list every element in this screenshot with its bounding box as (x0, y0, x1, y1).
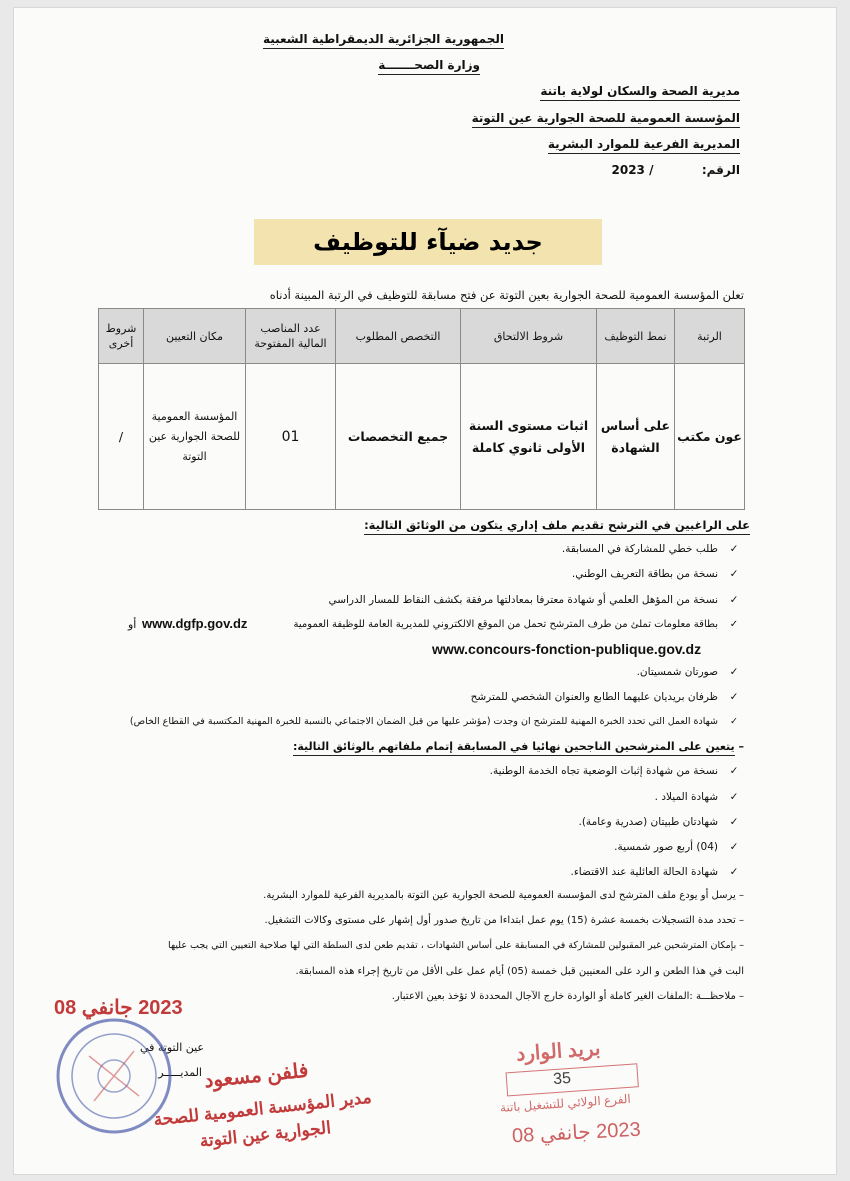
note-item: – يرسل أو يودع ملف المترشح لدى المؤسسة العمومية للصحة الجوارية عين التوتة بالمديرية الفرعية للموارد البشرية. (263, 890, 744, 901)
list-item: ✓شهادة الحالة العائلية عند الاقتضاء. (571, 866, 744, 878)
list-item: ✓نسخة من المؤهل العلمي أو شهادة معترفا بمعادلتها مرفقة بكشف النقاط للمسار الدراسي (328, 594, 744, 606)
reference-label: الرقم: (701, 163, 740, 177)
signature-place: عين التوتة في (139, 1041, 204, 1054)
mail-stamp-title: بريد الوارد (515, 1037, 602, 1066)
table-header-row (99, 309, 745, 364)
signature-director: المديـــــر (158, 1066, 202, 1079)
checkmark-icon: ✓ (729, 841, 739, 853)
list-item: ✓نسخة من شهادة إثبات الوضعية تجاه الخدمة الوطنية. (490, 765, 744, 777)
section2-title: – يتعين على المترشحين الناجحين نهائيا في المسابقة إتمام ملفاتهم بالوثائق التالية: (293, 740, 744, 753)
cell-positions-count: 01 (246, 364, 336, 510)
reference-value: / 2023 (611, 163, 654, 177)
checkmark-icon: ✓ (729, 866, 739, 878)
date-stamp-left: 2023 جانفي 08 (54, 997, 183, 1019)
cell-conditions: اثبات مستوى السنة الأولى ثانوي كاملة (461, 364, 597, 510)
list-item: ✓شهادة العمل التي تحدد الخبرة المهنية للمترشح ان وجدت (مؤشر عليها من قبل الضمان الاجتماعي بالنسبة للخبرة المهنية المكتسبة في القطاع الخاص) (130, 716, 744, 727)
url-or-text: أو (128, 618, 137, 631)
list-item: ✓بطاقة معلومات تملئ من طرف المترشح تحمل من الموقع الالكتروني للمديرية العامة للوظيفة العمومية (294, 619, 744, 630)
cell-other-conditions: / (99, 364, 144, 510)
list-item: ✓طلب خطي للمشاركة في المسابقة. (562, 543, 744, 555)
cell-assignment-place: المؤسسة العمومية للصحة الجوارية عين التوتة (144, 364, 246, 510)
checkmark-icon: ✓ (730, 716, 738, 727)
section1-title: على الراغبين في الترشح تقديم ملف إداري يتكون من الوثائق التالية: (364, 518, 750, 535)
checkmark-icon: ✓ (729, 568, 739, 580)
cell-specialty: جميع التخصصات (336, 364, 461, 510)
header-assignment-place: مكان التعيين (144, 309, 246, 364)
checkmark-icon: ✓ (729, 691, 739, 703)
intro-text: تعلن المؤسسة العمومية للصحة الجوارية بعين التوتة عن فتح مسابقة للتوظيف في الرتبة المبينة أدناه (269, 288, 744, 302)
document-page (14, 8, 836, 1174)
header-positions-count: عدد المناصب المالية المفتوحة (246, 309, 336, 364)
subdirectorate-heading: المديرية الفرعية للموارد البشرية (548, 137, 740, 154)
director-title-stamp: مدير المؤسسة العمومية للصحة الجوارية عين التوتة (152, 1087, 373, 1151)
ministry-heading: وزارة الصحـــــــة (378, 58, 480, 75)
checkmark-icon: ✓ (729, 543, 739, 555)
checkmark-icon: ✓ (729, 594, 739, 606)
checkmark-icon: ✓ (729, 791, 739, 803)
list-item: ✓ظرفان بريديان عليهما الطابع والعنوان الشخصي للمترشح (471, 691, 744, 703)
note-item: – تحدد مدة التسجيلات بخمسة عشرة (15) يوم عمل ابتداءا من تاريخ صدور أول إشهار على مستوى وكالات التشغيل. (264, 915, 744, 926)
url-dgfp: www.dgfp.gov.dz (142, 616, 248, 631)
mail-number: 35 (552, 1069, 572, 1089)
mail-stamp-org: الفرع الولائي للتشغيل باتنة (499, 1091, 632, 1115)
cell-grade: عون مكتب (675, 364, 745, 510)
header-recruitment-mode: نمط التوظيف (597, 309, 675, 364)
checkmark-icon: ✓ (729, 619, 739, 630)
header-specialty: التخصص المطلوب (336, 309, 461, 364)
list-item: ✓شهادتان طبيتان (صدرية وعامة). (579, 816, 745, 828)
note-item: – ملاحظـــة :الملفات الغير كاملة أو الواردة خارج الآجال المحددة لا تؤخذ بعين الاعتبار. (391, 991, 744, 1002)
checkmark-icon: ✓ (729, 666, 739, 678)
mail-number-box (506, 1063, 639, 1096)
note-item: – بإمكان المترشحين غير المقبولين للمشاركة في المسابقة على أساس الشهادات ، تقديم طعن لدى السلطة التي لها صلاحية التعيين التي يجب عليها (168, 940, 744, 951)
announcement-banner: جديد ضيآء للتوظيف (254, 219, 602, 265)
list-item: ✓نسخة من بطاقة التعريف الوطني. (572, 568, 744, 580)
mail-received-stamp (495, 1029, 700, 1123)
recruitment-table (98, 308, 745, 510)
director-name-stamp: فلفن مسعود (203, 1059, 310, 1093)
cell-recruitment-mode: على أساس الشهادة (597, 364, 675, 510)
note-item: البت في هذا الطعن و الرد على المعنيين قبل خمسة (05) أيام عمل على الأقل من تاريخ إجراء هذه المسابقة. (295, 966, 744, 977)
header-grade: الرتبة (675, 309, 745, 364)
header-conditions: شروط الالتحاق (461, 309, 597, 364)
establishment-heading: المؤسسة العمومية للصحة الجوارية عين التوتة (472, 111, 740, 128)
list-item: ✓(04) أربع صور شمسية. (614, 841, 744, 853)
list-item: ✓شهادة الميلاد . (655, 791, 744, 803)
header-other-conditions: شروط أخرى (99, 309, 144, 364)
reference-line (612, 163, 741, 177)
url-concours: www.concours-fonction-publique.gov.dz (432, 641, 702, 657)
list-item: ✓صورتان شمسيتان. (637, 666, 744, 678)
date-stamp-right: 2023 جانفي 08 (511, 1118, 642, 1148)
table-row (99, 364, 745, 510)
checkmark-icon: ✓ (729, 816, 739, 828)
checkmark-icon: ✓ (729, 765, 739, 777)
republic-heading: الجمهورية الجزائرية الديمقراطية الشعبية (263, 32, 504, 49)
directorate-heading: مديرية الصحة والسكان لولاية باتنة (540, 84, 740, 101)
